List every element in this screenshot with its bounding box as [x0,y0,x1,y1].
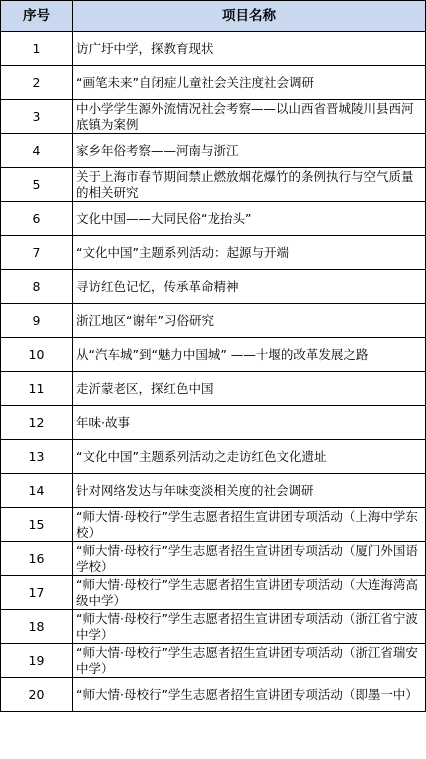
table-row [1,678,426,712]
table-row [1,440,426,474]
row-number: 3 [1,100,73,134]
table-row [1,202,426,236]
row-project-name: “师大情·母校行”学生志愿者招生宣讲团专项活动（即墨一中） [73,678,426,712]
row-project-name: 访广圩中学，探教育现状 [73,32,426,66]
row-project-name: 文化中国——大同民俗“龙抬头” [73,202,426,236]
row-project-name: “画笔未来”自闭症儿童社会关注度社会调研 [73,66,426,100]
table-row [1,508,426,542]
table-row [1,168,426,202]
row-project-name: 关于上海市春节期间禁止燃放烟花爆竹的条例执行与空气质量的相关研究 [73,168,426,202]
table-row [1,100,426,134]
row-number: 20 [1,678,73,712]
row-number: 10 [1,338,73,372]
row-project-name: 针对网络发达与年味变淡相关度的社会调研 [73,474,426,508]
table-row [1,66,426,100]
table-row [1,644,426,678]
row-project-name: “师大情·母校行”学生志愿者招生宣讲团专项活动（浙江省宁波中学） [73,610,426,644]
row-number: 9 [1,304,73,338]
row-number: 15 [1,508,73,542]
row-project-name: “师大情·母校行”学生志愿者招生宣讲团专项活动（大连海湾高级中学） [73,576,426,610]
row-project-name: “文化中国”主题系列活动：起源与开端 [73,236,426,270]
table-row [1,542,426,576]
row-number: 8 [1,270,73,304]
table-row [1,406,426,440]
row-number: 2 [1,66,73,100]
row-project-name: “师大情·母校行”学生志愿者招生宣讲团专项活动（浙江省瑞安中学） [73,644,426,678]
table-row [1,338,426,372]
row-number: 4 [1,134,73,168]
row-project-name: “师大情·母校行”学生志愿者招生宣讲团专项活动（厦门外国语学校） [73,542,426,576]
table-row [1,474,426,508]
row-project-name: 家乡年俗考察——河南与浙江 [73,134,426,168]
row-number: 1 [1,32,73,66]
header-project-name: 项目名称 [73,1,426,32]
row-number: 11 [1,372,73,406]
table-row [1,32,426,66]
row-number: 12 [1,406,73,440]
header-row [1,1,426,32]
row-number: 5 [1,168,73,202]
row-number: 7 [1,236,73,270]
row-project-name: “师大情·母校行”学生志愿者招生宣讲团专项活动（上海中学东校） [73,508,426,542]
row-number: 6 [1,202,73,236]
row-project-name: 年味·故事 [73,406,426,440]
table-row [1,576,426,610]
table-row [1,134,426,168]
row-project-name: “文化中国”主题系列活动之走访红色文化遗址 [73,440,426,474]
row-number: 13 [1,440,73,474]
header-number: 序号 [1,1,73,32]
row-project-name: 中小学学生源外流情况社会考察——以山西省晋城陵川县西河底镇为案例 [73,100,426,134]
table-row [1,304,426,338]
table-row [1,372,426,406]
table-row [1,270,426,304]
row-number: 16 [1,542,73,576]
row-number: 18 [1,610,73,644]
row-number: 19 [1,644,73,678]
row-number: 17 [1,576,73,610]
table-row [1,236,426,270]
row-project-name: 从“汽车城”到“魅力中国城” ——十堰的改革发展之路 [73,338,426,372]
row-project-name: 走沂蒙老区，探红色中国 [73,372,426,406]
table-row [1,610,426,644]
row-number: 14 [1,474,73,508]
row-project-name: 浙江地区“谢年”习俗研究 [73,304,426,338]
row-project-name: 寻访红色记忆，传承革命精神 [73,270,426,304]
